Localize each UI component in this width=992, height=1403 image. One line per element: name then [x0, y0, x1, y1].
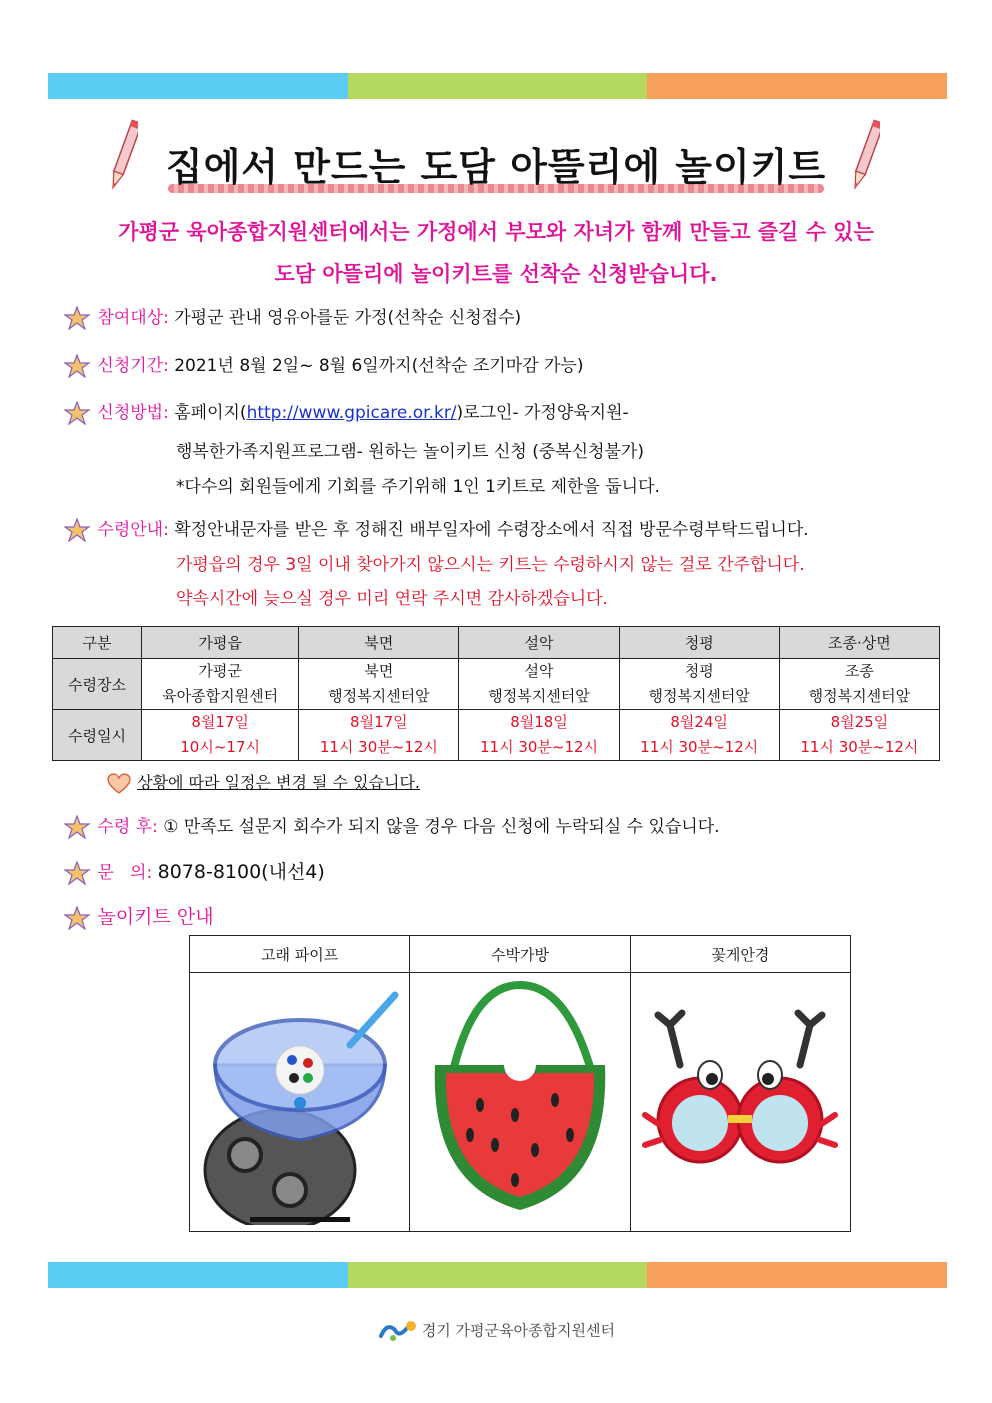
after-row — [64, 815, 720, 839]
star-icon — [64, 861, 92, 885]
method-prefix: 홈페이지( — [174, 403, 247, 423]
place-line: 육아종합지원센터 — [162, 687, 279, 705]
time-cell — [779, 710, 939, 761]
whale-pipe-image — [190, 973, 410, 1232]
place-cell — [619, 659, 779, 710]
place-cell — [779, 659, 939, 710]
place-line: 행정복지센터앞 — [808, 687, 911, 705]
homepage-link[interactable]: http://www.gpicare.or.kr/ — [246, 403, 457, 423]
time-row-label: 수령일시 — [53, 710, 142, 761]
table-header-cell: 설악 — [459, 627, 619, 659]
place-line: 조종 — [844, 662, 874, 680]
time-cell — [459, 710, 619, 761]
method-label: 신청방법: — [97, 403, 169, 423]
place-line: 행정복지센터앞 — [488, 687, 590, 705]
heart-icon — [106, 773, 132, 795]
time-line: 8월24일 — [670, 713, 728, 731]
crab-glasses-illustration — [640, 975, 840, 1225]
time-line: 11시 30분~12시 — [800, 738, 919, 756]
target-row — [64, 306, 521, 330]
place-line: 북면 — [364, 662, 394, 680]
time-line: 11시 30분~12시 — [479, 738, 599, 756]
place-line: 청평 — [684, 662, 714, 680]
schedule-table — [52, 626, 940, 761]
intro-line-1: 가평군 육아종합지원센터에서는 가정에서 부모와 자녀가 함께 만들고 즐길 수 있는 — [118, 220, 874, 244]
place-cell — [299, 659, 459, 710]
table-header-cell: 조종·상면 — [779, 627, 939, 659]
table-row — [53, 710, 940, 761]
top-color-bar — [48, 73, 947, 99]
time-line: 11시 30분~12시 — [640, 738, 759, 756]
place-line: 행정복지센터앞 — [648, 687, 750, 705]
kit-section-row — [64, 905, 214, 930]
star-icon — [64, 354, 92, 378]
schedule-note — [106, 770, 420, 795]
title-banner — [100, 108, 892, 200]
place-line: 가평군 — [198, 662, 242, 680]
center-logo-icon — [377, 1318, 417, 1344]
table-header-cell: 가평읍 — [142, 627, 299, 659]
place-cell — [142, 659, 299, 710]
place-row-label: 수령장소 — [53, 659, 142, 710]
time-line: 8월18일 — [510, 713, 568, 731]
table-header-row — [53, 627, 940, 659]
kit-section-label: 놀이키트 안내 — [97, 906, 214, 928]
kit-name: 고래 파이프 — [190, 936, 410, 973]
kit-table — [189, 935, 851, 1232]
time-line: 8월17일 — [191, 713, 249, 731]
table-header-cell: 북면 — [299, 627, 459, 659]
target-text: 가평군 관내 영유아를둔 가정(선착순 신청접수) — [174, 308, 522, 328]
method-line-2: 행복한가족지원프로그램- 원하는 놀이키트 신청 (중복신청불가) — [176, 442, 644, 462]
footer-text: 경기 가평군육아종합지원센터 — [421, 1321, 615, 1340]
table-header-cell: 청평 — [619, 627, 779, 659]
method-line-3: *다수의 회원들에게 기회를 주기위해 1인 1키트로 제한을 둡니다. — [176, 477, 660, 497]
inquiry-label: 문 의: — [97, 863, 153, 883]
star-icon — [64, 815, 92, 839]
place-line: 설악 — [524, 662, 554, 680]
period-row — [64, 354, 583, 378]
intro-line-2: 도담 아뜰리에 놀이키트를 선착순 신청받습니다. — [274, 262, 718, 286]
time-cell — [142, 710, 299, 761]
pickup-label: 수령안내: — [97, 520, 169, 540]
inquiry-row — [64, 860, 325, 885]
crab-glasses-image — [630, 973, 850, 1232]
kit-name: 수박가방 — [410, 936, 630, 973]
bottom-color-bar — [48, 1262, 947, 1288]
time-line: 8월17일 — [350, 713, 408, 731]
place-line: 행정복지센터앞 — [328, 687, 430, 705]
kit-name: 꽃게안경 — [630, 936, 850, 973]
period-text: 2021년 8월 2일~ 8월 6일까지(선착순 조기마감 가능) — [174, 356, 584, 376]
period-label: 신청기간: — [97, 356, 169, 376]
note-text: 상황에 따라 일정은 변경 될 수 있습니다. — [137, 773, 420, 792]
time-line: 11시 30분~12시 — [319, 738, 438, 756]
whale-pipe-illustration — [200, 975, 400, 1225]
page-title: 집에서 만드는 도담 아뜰리에 놀이키트 — [165, 145, 827, 189]
watermelon-bag-illustration — [420, 975, 620, 1225]
time-cell — [619, 710, 779, 761]
method-row — [64, 401, 629, 425]
pickup-warning-2: 약속시간에 늦으실 경우 미리 연락 주시면 감사하겠습니다. — [176, 589, 608, 609]
time-cell — [299, 710, 459, 761]
kit-header-row — [190, 936, 851, 973]
place-cell — [459, 659, 619, 710]
table-header-cell: 구분 — [53, 627, 142, 659]
star-icon — [64, 306, 92, 330]
watermelon-bag-image — [410, 973, 630, 1232]
pickup-warning-1: 가평읍의 경우 3일 이내 찾아가지 않으시는 키트는 수령하시지 않는 걸로 간주합니다. — [176, 555, 805, 575]
kit-image-row — [190, 973, 851, 1232]
pickup-text: 확정안내문자를 받은 후 정해진 배부일자에 수령장소에서 직접 방문수령부탁드립니다. — [174, 520, 809, 540]
inquiry-text: 8078-8100(내선4) — [157, 861, 325, 883]
time-line: 8월25일 — [830, 713, 889, 731]
footer — [0, 1318, 992, 1344]
star-icon — [64, 906, 92, 930]
method-suffix: )로그인- 가정양육지원- — [456, 403, 629, 423]
target-label: 참여대상: — [97, 308, 169, 328]
after-text: ① 만족도 설문지 회수가 되지 않을 경우 다음 신청에 누락되실 수 있습니다. — [163, 817, 720, 837]
time-line: 10시~17시 — [180, 738, 260, 756]
star-icon — [64, 518, 92, 542]
star-icon — [64, 401, 92, 425]
pickup-row — [64, 518, 809, 542]
table-row — [53, 659, 940, 710]
after-label: 수령 후: — [97, 817, 158, 837]
